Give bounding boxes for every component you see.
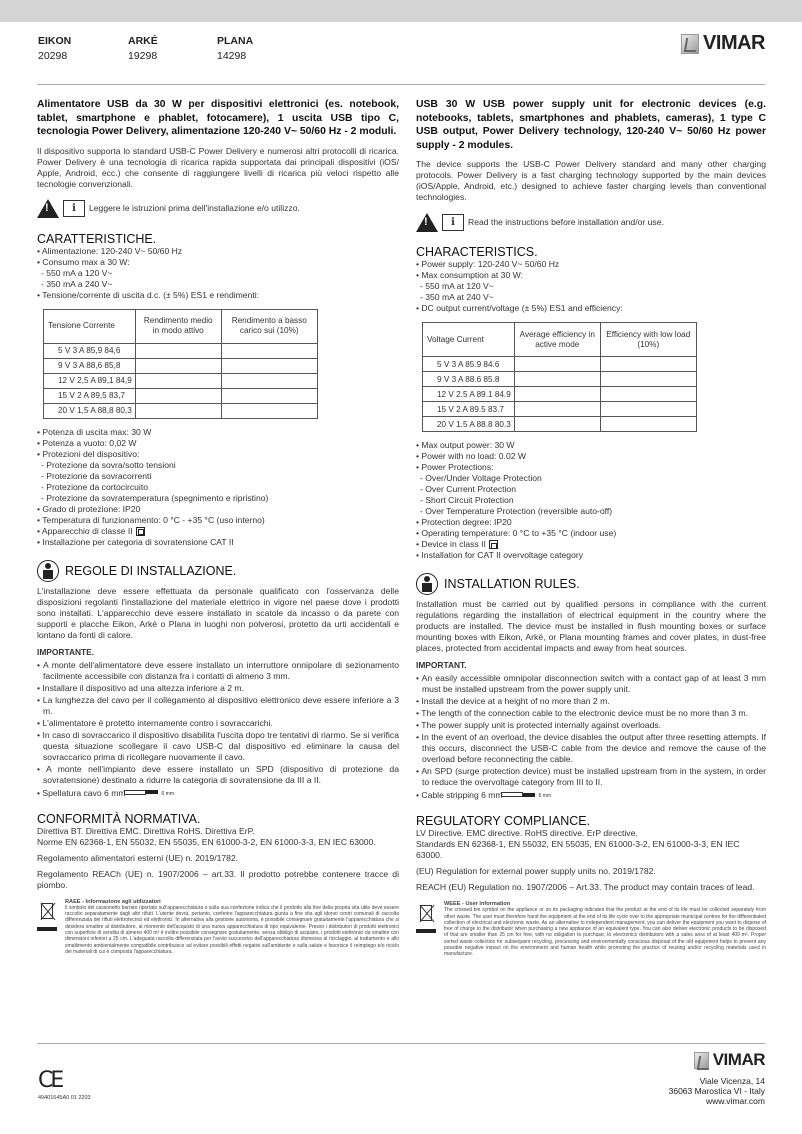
weee-title: WEEE - User information xyxy=(444,901,511,907)
col-header: Average efficiency in active mode xyxy=(514,323,600,357)
list-item xyxy=(37,290,399,301)
list-item-text: • Temperatura di funzionamento: 0 °C - +35 °C (uso interno) xyxy=(37,514,265,525)
table-cell: 15 V 2 A 89.5 83.7 xyxy=(423,402,515,417)
compliance-line: REACH (EU) Regulation no. 1907/2006 – Art.33. The product may contain traces of lead. xyxy=(416,882,755,892)
class-ii-icon xyxy=(136,527,145,536)
table-row xyxy=(423,387,697,402)
list-item xyxy=(37,427,399,438)
list-item xyxy=(416,259,766,270)
compliance-text xyxy=(416,828,766,893)
table-row xyxy=(44,373,318,388)
list-item-text: - Protezione da sovratemperatura (spegnimento e ripristino) xyxy=(41,492,269,503)
intro-text: The device supports the USB-C Power Delivery standard and many other charging protocols. Power Delivery is a fast charging technology supported by the main devices (iOS/Apple, Android, etc.) designed to achieve faster charging levels than conventional technologies. xyxy=(416,159,766,202)
list-item-text: • DC output current/voltage (± 5%) ES1 and efficiency: xyxy=(416,303,623,313)
list-item-text: - Over/Under Voltage Protection xyxy=(420,473,542,483)
list-item-text: - 550 mA at 120 V~ xyxy=(420,281,494,291)
list-item xyxy=(416,766,766,788)
table-cell xyxy=(514,372,600,387)
weee-notice xyxy=(416,901,766,958)
product-title: Alimentatore USB da 30 W per dispositivi elettronici (es. notebook, tablet, smartphone e phablet, fotocamere), 1 uscita USB tipo C, tecnologia Power Delivery, alimentazione 120-240 V~ 50/60 Hz - 2 moduli. xyxy=(37,99,399,137)
manual-info-icon: i xyxy=(63,200,85,217)
list-item xyxy=(37,449,399,460)
website-link: www.vimar.com xyxy=(705,1096,765,1106)
list-item xyxy=(37,438,399,449)
characteristics-heading: CHARACTERISTICS. xyxy=(416,245,538,259)
installation-heading: INSTALLATION RULES. xyxy=(444,577,580,591)
characteristics-list xyxy=(416,259,766,314)
company-address xyxy=(669,1076,765,1106)
table-cell xyxy=(221,343,317,358)
vimar-logo-icon xyxy=(681,34,699,54)
list-item-text: • Tensione/corrente di uscita d.c. (± 5%) ES1 e rendimenti: xyxy=(37,289,260,300)
list-item-text: • Potenza a vuoto: 0,02 W xyxy=(37,437,137,448)
product-title: USB 30 W USB power supply unit for electronic devices (e.g. notebooks, tablets, smartphones and phablets, cameras), 1 type C USB output, Power Delivery technology, 120-240 V~ 50/60 Hz power supply - 2 modules. xyxy=(416,99,766,151)
compliance-line: Regolamento REACh (UE) n. 1907/2006 – art.33. Il prodotto potrebbe contenere tracce di piombo. xyxy=(37,868,399,890)
manual-info-icon: i xyxy=(442,214,464,231)
list-item xyxy=(416,451,766,462)
list-item xyxy=(37,695,399,717)
table-cell: 5 V 3 A 85,9 84,6 xyxy=(44,343,136,358)
address-line: Viale Vicenza, 14 xyxy=(699,1076,765,1086)
list-item-text: - 350 mA at 240 V~ xyxy=(420,292,494,302)
list-item-text: • Spellatura cavo 6 mm xyxy=(37,787,126,798)
table-cell: 12 V 2.5 A 89.1 84.9 xyxy=(423,387,515,402)
table-cell xyxy=(600,402,696,417)
english-column xyxy=(416,98,766,958)
list-item-text: • A monte nell'impianto deve essere installato un SPD (dispositivo di protezione da sovratensione) destinato a ridurre la categoria di sovratensione da III a II. xyxy=(37,763,399,785)
list-item xyxy=(37,660,399,682)
table-row xyxy=(423,357,697,372)
list-item-text: • In caso di sovraccarico il dispositivo disabilita l'uscita dopo tre tentativi di riarmo. Se si verifica questa situazione scollegare il cavo USB-C dal dispositivo ed eliminare la causa del sovraccarico prima di ricollegare nuovamente il cavo. xyxy=(37,729,399,762)
list-item xyxy=(416,473,766,484)
series-plana xyxy=(217,34,253,64)
characteristics-heading: CARATTERISTICHE. xyxy=(37,231,157,246)
cable-stripping-icon xyxy=(507,789,552,802)
read-instructions-notice xyxy=(416,211,766,233)
table-cell xyxy=(600,417,696,432)
important-heading: IMPORTANT. xyxy=(416,660,467,670)
list-item-text: • Cable stripping 6 mm xyxy=(416,789,503,800)
installation-heading: REGOLE DI INSTALLAZIONE. xyxy=(65,563,237,578)
series-name: EIKON xyxy=(38,35,72,47)
table-row xyxy=(423,417,697,432)
compliance-heading: REGULATORY COMPLIANCE. xyxy=(416,814,591,828)
table-row xyxy=(423,372,697,387)
table-cell: 5 V 3 A 85.9 84.6 xyxy=(423,357,515,372)
table-cell: 9 V 3 A 88.6 85.8 xyxy=(423,372,515,387)
list-item-text: • Power supply: 120-240 V~ 50/60 Hz xyxy=(416,259,560,269)
series-name: ARKÉ xyxy=(128,35,158,47)
list-item-text: - Over Temperature Protection (reversible auto-off) xyxy=(420,506,613,516)
list-item xyxy=(416,696,766,707)
italian-column xyxy=(37,98,399,955)
table-cell xyxy=(135,388,221,403)
efficiency-table xyxy=(422,322,697,432)
list-item xyxy=(416,539,766,550)
strip-length-label: 6 mm xyxy=(538,793,552,799)
col-header: Voltage Current xyxy=(423,323,515,357)
list-item-text: • Max output power: 30 W xyxy=(416,440,515,450)
table-cell xyxy=(135,358,221,373)
important-list xyxy=(37,660,399,800)
installation-text: Installation must be carried out by qualified persons in compliance with the current regulations regarding the installation of electrical equipment in the country where the products are installed. The device must be installed in flush mounting boxes or surface mounting boxes with Eikon, Arké, or Plana mounting frames and cover plates, in dust-free places, protected from accidental impacts and away from heat sources. xyxy=(416,599,766,653)
list-item xyxy=(37,279,399,290)
top-band xyxy=(0,0,802,22)
list-item-text: - Protezione da sovracorrenti xyxy=(41,470,152,481)
list-item-text: • Alimentazione: 120-240 V~ 50/60 Hz xyxy=(37,245,183,256)
class-ii-icon xyxy=(489,540,498,549)
brand-name: VIMAR xyxy=(703,32,765,54)
table-cell xyxy=(600,357,696,372)
warning-icon xyxy=(416,213,438,232)
weee-text: The crossed bin symbol on the appliance or on its packaging indicates that the product at the end of its life must be collected separately from other waste. The user must therefore hand the equipment at the end of its life cycle over to the appropriate municipal centres for the differentiated collection of electrical and electronic waste. As an alternative to independent management, you can deliver the equipment you want to dispose of free of charge to the distributor when purchasing a new appliance of an equivalent type. You can also deliver electronic products to be disposed of that are smaller than 25 cm for free, with no obligation to purchase, to electronics distributors with a sales area of at least 400 m². Proper sorted waste collection for subsequent recycling, processing and environmentally conscious disposal of the old equipment helps to prevent any possible negative impact on the environment and human health while promoting the practice of reusing and/or recycling materials used in manufacture. xyxy=(444,907,766,958)
list-item-text: • Device in class II xyxy=(416,539,486,549)
table-cell xyxy=(514,402,600,417)
list-item-text: • La lunghezza del cavo per il collegamento al dispositivo elettronico deve essere inferiore a 3 m. xyxy=(37,694,399,716)
list-item xyxy=(37,537,399,548)
list-item-text: • The length of the connection cable to the electronic device must be no more than 3 m. xyxy=(416,708,748,718)
compliance-line: Norme EN 62368-1, EN 55032, EN 55035, EN 61000-3-2, EN 61000-3-3, EN IEC 63000. xyxy=(37,836,376,847)
table-cell xyxy=(221,403,317,418)
table-row xyxy=(423,402,697,417)
list-item xyxy=(416,506,766,517)
compliance-text xyxy=(37,826,399,891)
list-item xyxy=(416,517,766,528)
list-item xyxy=(37,257,399,268)
vimar-logo-icon xyxy=(694,1052,709,1069)
table-cell: 15 V 2 A 89,5 83,7 xyxy=(44,388,136,403)
vimar-logo xyxy=(681,32,765,55)
table-row xyxy=(44,403,318,418)
list-item-text: • Operating temperature: 0 °C to +35 °C (indoor use) xyxy=(416,528,617,538)
table-cell xyxy=(221,373,317,388)
list-item xyxy=(416,673,766,695)
table-cell xyxy=(221,358,317,373)
series-code: 19298 xyxy=(128,50,158,62)
notice-text: Leggere le istruzioni prima dell'installazione e/o utilizzo. xyxy=(89,203,300,213)
intro-text: Il dispositivo supporta lo standard USB-C Power Delivery e numerosi altri protocolli di ricarica. Power Delivery è una tecnologia di ricarica rapida supportata dai principali dispositivi (iOS/ Apple, Android, ecc.) che consente di raggiungere livelli di ricarica più veloci rispetto alle tecnologie convenzionali. xyxy=(37,145,399,189)
list-item-text: • An SPD (surge protection device) must be installed upstream from in the system, in order to reduce the overvoltage category from III to II. xyxy=(416,766,766,787)
notice-text: Read the instructions before installation and/or use. xyxy=(468,216,664,227)
col-header: Rendimento medio in modo attivo xyxy=(135,309,221,343)
table-cell: 9 V 3 A 88,6 85,8 xyxy=(44,358,136,373)
characteristics-list-2 xyxy=(416,440,766,561)
list-item-text: - Protezione da cortocircuito xyxy=(41,481,148,492)
table-cell xyxy=(600,387,696,402)
compliance-line: (EU) Regulation for external power supply units no. 2019/1782. xyxy=(416,866,656,876)
list-item xyxy=(37,515,399,526)
col-header: Efficiency with low load (10%) xyxy=(600,323,696,357)
footer-vimar-logo xyxy=(694,1050,765,1070)
address-line: 36063 Marostica VI - Italy xyxy=(668,1086,765,1096)
list-item xyxy=(416,720,766,731)
list-item-text: • Power Protections: xyxy=(416,462,494,472)
cable-stripping-icon xyxy=(130,787,175,800)
series-code: 20298 xyxy=(38,50,68,62)
list-item xyxy=(416,281,766,292)
table-cell xyxy=(135,403,221,418)
table-cell xyxy=(135,373,221,388)
list-item-text: • L'alimentatore è protetto internamente contro i sovraccarichi. xyxy=(37,717,273,728)
read-instructions-notice xyxy=(37,198,399,220)
list-item-text: • The power supply unit is protected internally against overloads. xyxy=(416,720,662,730)
compliance-line: Direttiva BT. Direttiva EMC. Direttiva RoHS. Direttiva ErP. xyxy=(37,825,255,836)
list-item xyxy=(37,460,399,471)
list-item xyxy=(416,732,766,765)
list-item-text: - Over Current Protection xyxy=(420,484,516,494)
weee-notice xyxy=(37,899,399,956)
installation-heading-row xyxy=(416,573,766,595)
list-item xyxy=(37,764,399,786)
compliance-line: LV Directive. EMC directive. RoHS directive. ErP directive. xyxy=(416,828,638,838)
list-item xyxy=(37,268,399,279)
characteristics-list xyxy=(37,246,399,301)
important-heading: IMPORTANTE. xyxy=(37,646,95,657)
list-item xyxy=(416,292,766,303)
list-item-text: • Installation for CAT II overvoltage category xyxy=(416,550,584,560)
document-code: 49401645A0 01 2203 xyxy=(38,1095,91,1101)
compliance-line: Standards EN 62368-1, EN 55032, EN 55035, EN 61000-3-2, EN 61000-3-3, EN IEC 63000. xyxy=(416,839,740,860)
crossed-bin-icon xyxy=(37,899,57,935)
table-cell: 20 V 1.5 A 88.8 80.3 xyxy=(423,417,515,432)
series-code: 14298 xyxy=(217,50,247,62)
table-cell xyxy=(514,417,600,432)
table-cell xyxy=(514,387,600,402)
col-header: Rendimento a basso carico sui (10%) xyxy=(221,309,317,343)
table-cell: 20 V 1,5 A 88,8 80,3 xyxy=(44,403,136,418)
list-item xyxy=(37,482,399,493)
list-item-text: • An easily accessible omnipolar disconnection switch with a contact gap of at least 3 mm must be installed upstream from the power supply unit. xyxy=(416,673,766,694)
weee-text: Il simbolo del cassonetto barrato riportato sull'apparecchiatura o sulla sua confezione indica che il prodotto alla fine della propria vita utile deve essere raccolto separatamente dagli altri rifiuti. L'utente dovrà, pertanto, conferire l'apparecchiatura giunta a fine vita agli idonei centri comunali di raccolta differenziata dei rifiuti elettrotecnici ed elettronici. In alternativa alla gestione autonoma, è possibile consegnare gratuitamente l'apparecchiatura che si desidera smaltire al distributore, al momento dell'acquisto di una nuova apparecchiatura di tipo equivalente. Presso i distributori di prodotti elettronici con superficie di vendita di almeno 400 m² è inoltre possibile consegnare gratuitamente, senza obbligo di acquisto, i prodotti elettronici da smaltire con dimensioni inferiori a 25 cm. L'adeguata raccolta differenziata per l'avvio successivo dell'apparecchiatura dismessa al riciclaggio, al trattamento e allo smaltimento ambientalmente compatibile contribuisce ad evitare possibili effetti negativi sull'ambiente e sulla salute e favorisce il reimpiego e/o riciclo dei materiali di cui è composta l'apparecchiatura. xyxy=(65,904,399,955)
list-item xyxy=(37,787,399,800)
list-item xyxy=(416,462,766,473)
list-item xyxy=(416,303,766,314)
list-item-text: • Protection degree: IP20 xyxy=(416,517,512,527)
compliance-line: Regolamento alimentatori esterni (UE) n. 2019/1782. xyxy=(37,852,239,863)
qualified-installer-icon xyxy=(37,560,59,582)
list-item xyxy=(37,683,399,694)
installation-heading-row xyxy=(37,560,399,582)
list-item xyxy=(37,730,399,763)
list-item xyxy=(37,246,399,257)
table-cell xyxy=(135,343,221,358)
list-item xyxy=(416,440,766,451)
table-cell xyxy=(600,372,696,387)
list-item-text: • Power with no load: 0.02 W xyxy=(416,451,527,461)
table-row xyxy=(44,358,318,373)
characteristics-list-2 xyxy=(37,427,399,548)
list-item-text: • Grado di protezione: IP20 xyxy=(37,503,141,514)
list-item-text: - Protezione da sovra/sotto tensioni xyxy=(41,459,176,470)
table-cell xyxy=(221,388,317,403)
brand-name: VIMAR xyxy=(712,1050,765,1069)
list-item-text: • Consumo max a 30 W: xyxy=(37,256,130,267)
list-item-text: • Max consumption at 30 W: xyxy=(416,270,523,280)
header-divider xyxy=(37,84,765,85)
list-item xyxy=(416,495,766,506)
footer-divider xyxy=(37,1043,765,1044)
list-item xyxy=(416,484,766,495)
table-row xyxy=(44,388,318,403)
table-cell: 12 V 2,5 A 89,1 84,9 xyxy=(44,373,136,388)
list-item xyxy=(416,550,766,561)
series-name: PLANA xyxy=(217,35,254,47)
list-item-text: • Potenza di uscita max: 30 W xyxy=(37,426,152,437)
weee-title: RAEE - Informazione agli utilizzatori xyxy=(65,898,161,905)
efficiency-table xyxy=(43,309,318,419)
list-item-text: - 550 mA a 120 V~ xyxy=(41,267,113,278)
important-list xyxy=(416,673,766,802)
list-item xyxy=(416,789,766,802)
list-item xyxy=(416,708,766,719)
list-item-text: • Protezioni del dispositivo: xyxy=(37,448,140,459)
list-item xyxy=(37,493,399,504)
series-arke xyxy=(128,34,158,64)
series-eikon xyxy=(38,34,71,64)
list-item-text: • A monte dell'alimentatore deve essere installato un interruttore onnipolare di sezionamento facilmente accessibile con distanza fra i contatti di almeno 3 mm. xyxy=(37,659,399,681)
compliance-heading: CONFORMITÀ NORMATIVA. xyxy=(37,811,201,826)
warning-icon xyxy=(37,199,59,218)
table-cell xyxy=(514,357,600,372)
table-row xyxy=(44,343,318,358)
list-item-text: • Apparecchio di classe II xyxy=(37,525,133,536)
list-item-text: • In the event of an overload, the device disables the output after three resetting attempts. If this occurs, disconnect the USB-C cable from the device and remove the cause of the overload before reconnecting the cable. xyxy=(416,732,766,764)
list-item-text: • Installare il dispositivo ad una altezza inferiore a 2 m. xyxy=(37,682,244,693)
list-item xyxy=(416,270,766,281)
list-item xyxy=(37,471,399,482)
crossed-bin-icon xyxy=(416,901,436,937)
list-item xyxy=(37,504,399,515)
ce-mark: CE xyxy=(38,1068,62,1093)
installation-text: L'installazione deve essere effettuata da personale qualificato con l'osservanza delle disposizioni regolanti l'installazione del materiale elettrico in vigore nel paese dove i prodotti sono installati. L'apparecchio deve essere installato in scatole da incasso o da parete con supporti e placche Eikon, Arké o Plana in luoghi non polverosi, protetto da urti accidentali e lontano da fonti di calore. xyxy=(37,585,399,640)
col-header: Tensione Corrente xyxy=(44,309,136,343)
list-item xyxy=(37,718,399,729)
qualified-installer-icon xyxy=(416,573,438,595)
list-item-text: • Installazione per categoria di sovratensione CAT II xyxy=(37,536,234,547)
list-item-text: • Install the device at a height of no more than 2 m. xyxy=(416,696,610,706)
list-item-text: - Short Circuit Protection xyxy=(420,495,514,505)
list-item xyxy=(37,526,399,537)
list-item xyxy=(416,528,766,539)
list-item-text: - 350 mA a 240 V~ xyxy=(41,278,113,289)
strip-length-label: 6 mm xyxy=(161,790,175,797)
